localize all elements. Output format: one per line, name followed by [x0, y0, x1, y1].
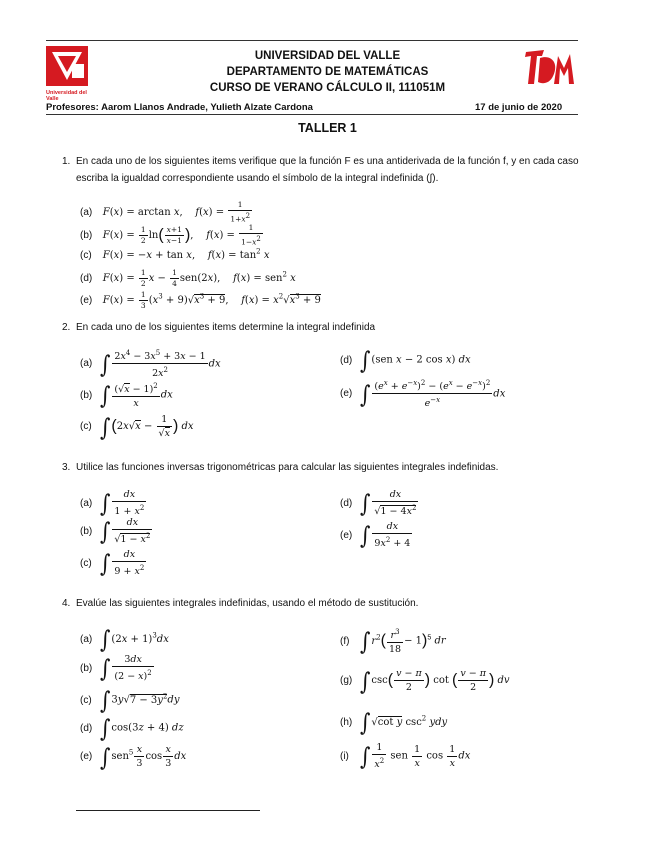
- problem-4-number: 4.: [62, 598, 71, 609]
- problem-3-item-d: (d) ∫ $\frac{dx}{√1 - 4x^2}$: [340, 488, 417, 518]
- problem-4-item-g: (g) ∫csc( $\frac{v - \pi}{2}$ ) cot ( $\frac{v - \pi}{2}$ ) dv: [340, 666, 510, 695]
- problem-4-item-e: (e) ∫sen$^5$ $\frac{x}{3}$ cos $\frac{x}{3}$ dx: [80, 742, 187, 771]
- problem-2-item-a: (a) ∫ $\frac{2x^4 - 3x^5 + 3x - 1}{2x^2}$ dx: [80, 349, 221, 380]
- top-rule: [46, 40, 578, 41]
- problem-1-item-c: (c) F(x) = −x + tan x, $f(x) = \tan^2 x$: [80, 248, 270, 262]
- problem-3-item-c: (c) ∫ $\frac{dx}{9 + x^2}$: [80, 548, 145, 578]
- problem-1-item-d: (d) F(x) = $\frac{1}{2}$ x − $\frac{1}{4}$ sen(2x), f(x) = sen$^2$ x: [80, 268, 296, 288]
- department-name: DEPARTAMENTO DE MATEMÁTICAS: [226, 66, 429, 78]
- professors: Profesores: Aarom Llanos Andrade, Yulieth Alzate Cardona: [46, 102, 313, 113]
- problem-4-item-b: (b) ∫ $\frac{3dx}{(2 - x)^2}$: [80, 653, 152, 683]
- problem-2-item-d: (d) ∫(sen x − 2 cos x) dx: [340, 345, 471, 375]
- problem-3-number: 3.: [62, 462, 71, 473]
- problem-4-text: Evalúe las siguientes integrales indefinidas, usando el método de sustitución.: [76, 598, 419, 609]
- date: 17 de junio de 2020: [475, 102, 563, 113]
- problem-1-item-e: (e) F(x) = $\frac{1}{3}$ $(x^3 + 9)√x^3 + 9$, $f(x) = x^2√x^3 + 9$: [80, 290, 321, 310]
- problem-2-number: 2.: [62, 322, 71, 333]
- footnote-rule: [76, 810, 260, 811]
- problem-1-item-a: (a) F(x) = arctan x, f(x) = $\frac{1}{1+x^2}$: [80, 200, 251, 224]
- page-title: TALLER 1: [298, 121, 357, 135]
- problem-4-item-h: (h) ∫√cot y $\csc^2$ ydy: [340, 707, 448, 737]
- problem-2-item-e: (e) ∫ $\frac{(e^x + e^{-x})^2 - (e^x - e^{-x})^2}{e^{-x}}$ dx: [340, 379, 506, 410]
- problem-1-text: En cada uno de los siguientes items verifique que la función F es una antiderivada de la función f, y en cada caso escriba la igualdad correspondiente usando el símbolo de la integral indefinida (∫).: [76, 156, 579, 184]
- problem-2-text: En cada uno de los siguientes items determine la integral indefinida: [76, 322, 376, 333]
- problem-2-item-b: (b) ∫ $\frac{(√x - 1)^2}{x}$ dx: [80, 380, 173, 410]
- header-rule: [46, 114, 578, 115]
- university-name: UNIVERSIDAD DEL VALLE: [254, 50, 401, 62]
- problem-4-item-a: (a) $\int(2x + 1)^3dx$: [80, 624, 169, 654]
- problem-4-item-f: (f) $\int r^2$( $\frac{r^3}{18}$ − 1)$^5$ dr: [340, 626, 446, 656]
- problem-4-item-i: (i) ∫ $\frac{1}{x^2}$ sen $\frac{1}{x}$ cos $\frac{1}{x}$ dx: [340, 741, 471, 771]
- logo-text: Universidad del Valle: [46, 90, 87, 102]
- problem-4-item-d: (d) ∫cos(3z + 4) dz: [80, 713, 184, 743]
- problem-3-item-e: (e) ∫ $\frac{dx}{9x^2 + 4}$: [340, 520, 411, 550]
- problem-4-item-c: (c) $\int 3y√7 - 3y^2dy$: [80, 685, 180, 715]
- problem-2-item-c: (c) ∫(2x√x − $\frac{1}{√x}$ ) dx: [80, 412, 194, 441]
- course-name: CURSO DE VERANO CÁLCULO II, 111051M: [209, 82, 446, 94]
- problem-3-text: Utilice las funciones inversas trigonométricas para calcular las siguientes integrales indefinidas.: [76, 462, 499, 473]
- problem-3-item-b: (b) ∫ $\frac{dx}{√1 - x^2}$: [80, 516, 151, 546]
- problem-3-item-a: (a) ∫ $\frac{dx}{1 + x^2}$: [80, 488, 145, 518]
- problem-1-item-b: (b) F(x) = $\frac{1}{2}$ ln( $\frac{x+1}{x-1}$ ), f(x) = $\frac{1}{1-x^2}$: [80, 223, 261, 247]
- problem-1-number: 1.: [62, 156, 71, 167]
